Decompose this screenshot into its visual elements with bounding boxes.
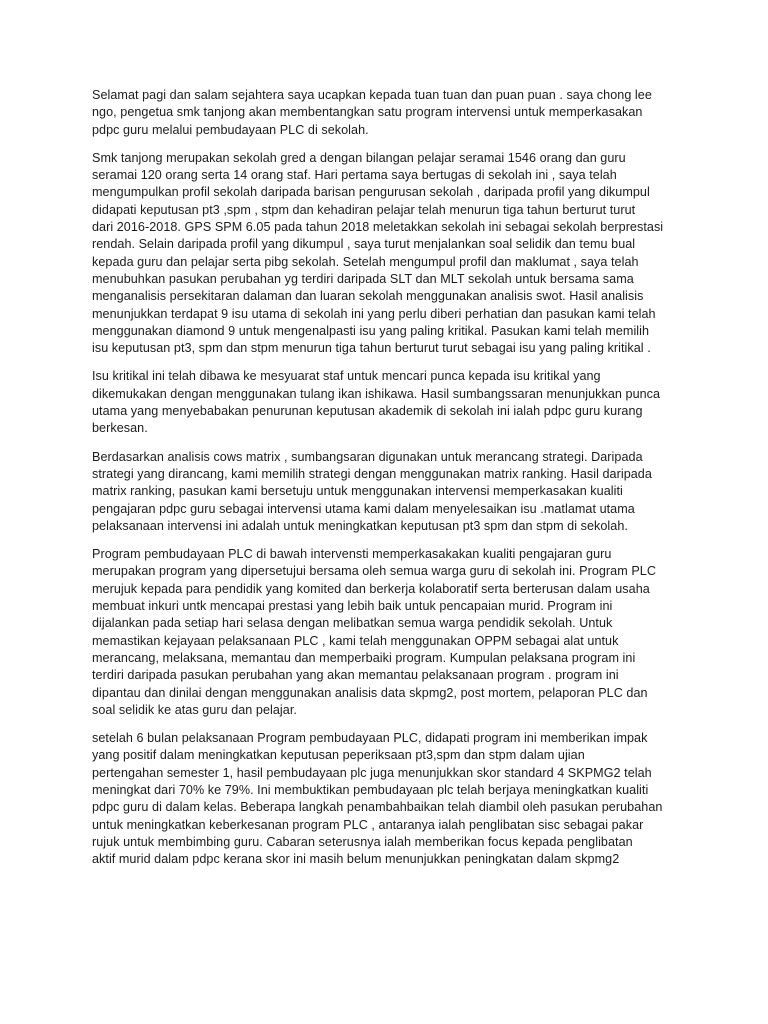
paragraph-1 <box>92 87 682 139</box>
text-line: menubuhkan pasukan perubahan yg terdiri daripada SLT dan MLT sekolah untuk bersama sama <box>92 271 634 286</box>
text-line: menunjukkan terdapat 9 isu utama di sekolah ini yang perlu diberi perhatian dan pasukan kami telah <box>92 306 656 321</box>
text-line: yang positif dalam meningkatkan keputusan peperiksaan pt3,spm dan stpm dalam ujian <box>92 748 585 763</box>
text-line: terdiri daripada pasukan perubahan yang akan memantau pelaksanaan program . program ini <box>92 668 619 683</box>
text-line: menganalisis persekitaran dalaman dan luaran sekolah menggunakan analisis swot. Hasil analisis <box>92 289 644 304</box>
text-line: merujuk kepada para pendidik yang komited dan berkerja kolaboratif serta berterusan dalam usaha <box>92 581 650 596</box>
text-line: kepada guru dan pelajar serta pibg sekolah. Setelah mengumpul profil dan maklumat , saya telah <box>92 254 639 269</box>
document-body <box>92 87 682 879</box>
text-line: Berdasarkan analisis cows matrix , sumbangsaran digunakan untuk merancang strategi. Daripada <box>92 449 643 464</box>
text-line: merupakan program yang dipersetujui bersama oleh semua warga guru di sekolah ini. Program PLC <box>92 564 656 579</box>
text-line: mengumpulkan profil sekolah daripada barisan pengurusan sekolah , daripada profil yang dikumpul <box>92 185 650 200</box>
text-line: rendah. Selain daripada profil yang dikumpul , saya turut menjalankan soal selidik dan temu bual <box>92 237 636 252</box>
text-line: Smk tanjong merupakan sekolah gred a dengan bilangan pelajar seramai 1546 orang dan guru <box>92 150 626 165</box>
text-line: Isu kritikal ini telah dibawa ke mesyuarat staf untuk mencari punca kepada isu kritikal yang <box>92 369 601 384</box>
text-line: untuk meningkatkan keberkesanan program PLC , antaranya ialah penglibatan sisc sebagai pakar <box>92 817 644 832</box>
text-line: pertengahan semester 1, hasil pembudayaan plc juga menunjukkan skor standard 4 SKPMG2 telah <box>92 765 652 780</box>
text-line: menggunakan diamond 9 untuk mengenalpasti isu yang paling kritikal. Pasukan kami telah memilih <box>92 323 650 338</box>
text-line: merancang, melaksana, memantau dan memperbaiki program. Kumpulan pelaksana program ini <box>92 650 636 665</box>
text-line: isu keputusan pt3, spm dan stpm menurun tiga tahun berturut turut sebagai isu yang paling kritikal . <box>92 341 651 356</box>
paragraph-2 <box>92 150 682 358</box>
text-line: seramai 120 orang serta 14 orang staf. Hari pertama saya bertugas di sekolah ini , saya telah <box>92 168 617 183</box>
text-line: membuat inkuri untk mencapai prestasi yang lebih baik untuk pencapaian murid. Program ini <box>92 599 613 614</box>
text-line: pelaksanaan intervensi ini adalah untuk meningkatkan keputusan pt3 spm dan stpm di sekolah. <box>92 518 628 533</box>
text-line: rujuk untuk membimbing guru. Cabaran seterusnya ialah memberikan focus kepada penglibatan <box>92 834 633 849</box>
text-line: memastikan kejayaan pelaksanaan PLC , kami telah menggunakan OPPM sebagai alat untuk <box>92 633 619 648</box>
text-line: dari 2016-2018. GPS SPM 6.05 pada tahun 2018 meletakkan sekolah ini sebagai sekolah berprestasi <box>92 220 664 235</box>
paragraph-6 <box>92 730 682 868</box>
text-line: pdpc guru melalui pembudayaan PLC di sekolah. <box>92 122 369 137</box>
paragraph-3 <box>92 368 682 437</box>
text-line: pengajaran pdpc guru sebagai intervensi utama kami dalam menyelesaikan isu .matlamat utama <box>92 501 635 516</box>
text-line: berkesan. <box>92 421 148 436</box>
paragraph-5 <box>92 546 682 719</box>
text-line: dipantau dan dinilai dengan menggunakan analisis data skpmg2, post mortem, pelaporan PLC dan <box>92 685 648 700</box>
text-line: ngo, pengetua smk tanjong akan membentangkan satu program intervensi untuk memperkasakan <box>92 105 643 120</box>
text-line: Program pembudayaan PLC di bawah intervensti memperkasakakan kualiti pengajaran guru <box>92 547 612 562</box>
text-line: utama yang menyebabakan penurunan keputusan akademik di sekolah ini ialah pdpc guru kurang <box>92 404 643 419</box>
text-line: matrix ranking, pasukan kami bersetuju untuk menggunakan intervensi memperkasakan kualiti <box>92 484 623 499</box>
text-line: Selamat pagi dan salam sejahtera saya ucapkan kepada tuan tuan dan puan puan . saya chong lee <box>92 88 652 102</box>
text-line: meningkat dari 70% ke 79%. Ini membuktikan pembudayaan plc telah berjaya meningkatkan kualiti <box>92 782 649 797</box>
text-line: aktif murid dalam pdpc kerana skor ini masih belum menunjukkan peningkatan dalam skpmg2 <box>92 852 620 867</box>
text-line: dikemukakan dengan menggunakan tulang ikan ishikawa. Hasil sumbangssaran menunjukkan punca <box>92 386 661 401</box>
text-line: strategi yang dirancang, kami memilih strategi dengan menggunakan matrix ranking. Hasil daripada <box>92 466 652 481</box>
text-line: pdpc guru di dalam kelas. Beberapa langkah penambahbaikan telah diambil oleh pasukan perubahan <box>92 800 663 815</box>
text-line: dijalankan pada setiap hari selasa dengan melibatkan semua warga pendidik sekolah. Untuk <box>92 616 613 631</box>
text-line: soal selidik ke atas guru dan pelajar. <box>92 702 297 717</box>
text-line: setelah 6 bulan pelaksanaan Program pembudayaan PLC, didapati program ini memberikan impak <box>92 731 648 746</box>
paragraph-4 <box>92 449 682 535</box>
text-line: didapati keputusan pt3 ,spm , stpm dan kehadiran pelajar telah menurun tiga tahun berturut turut <box>92 202 636 217</box>
